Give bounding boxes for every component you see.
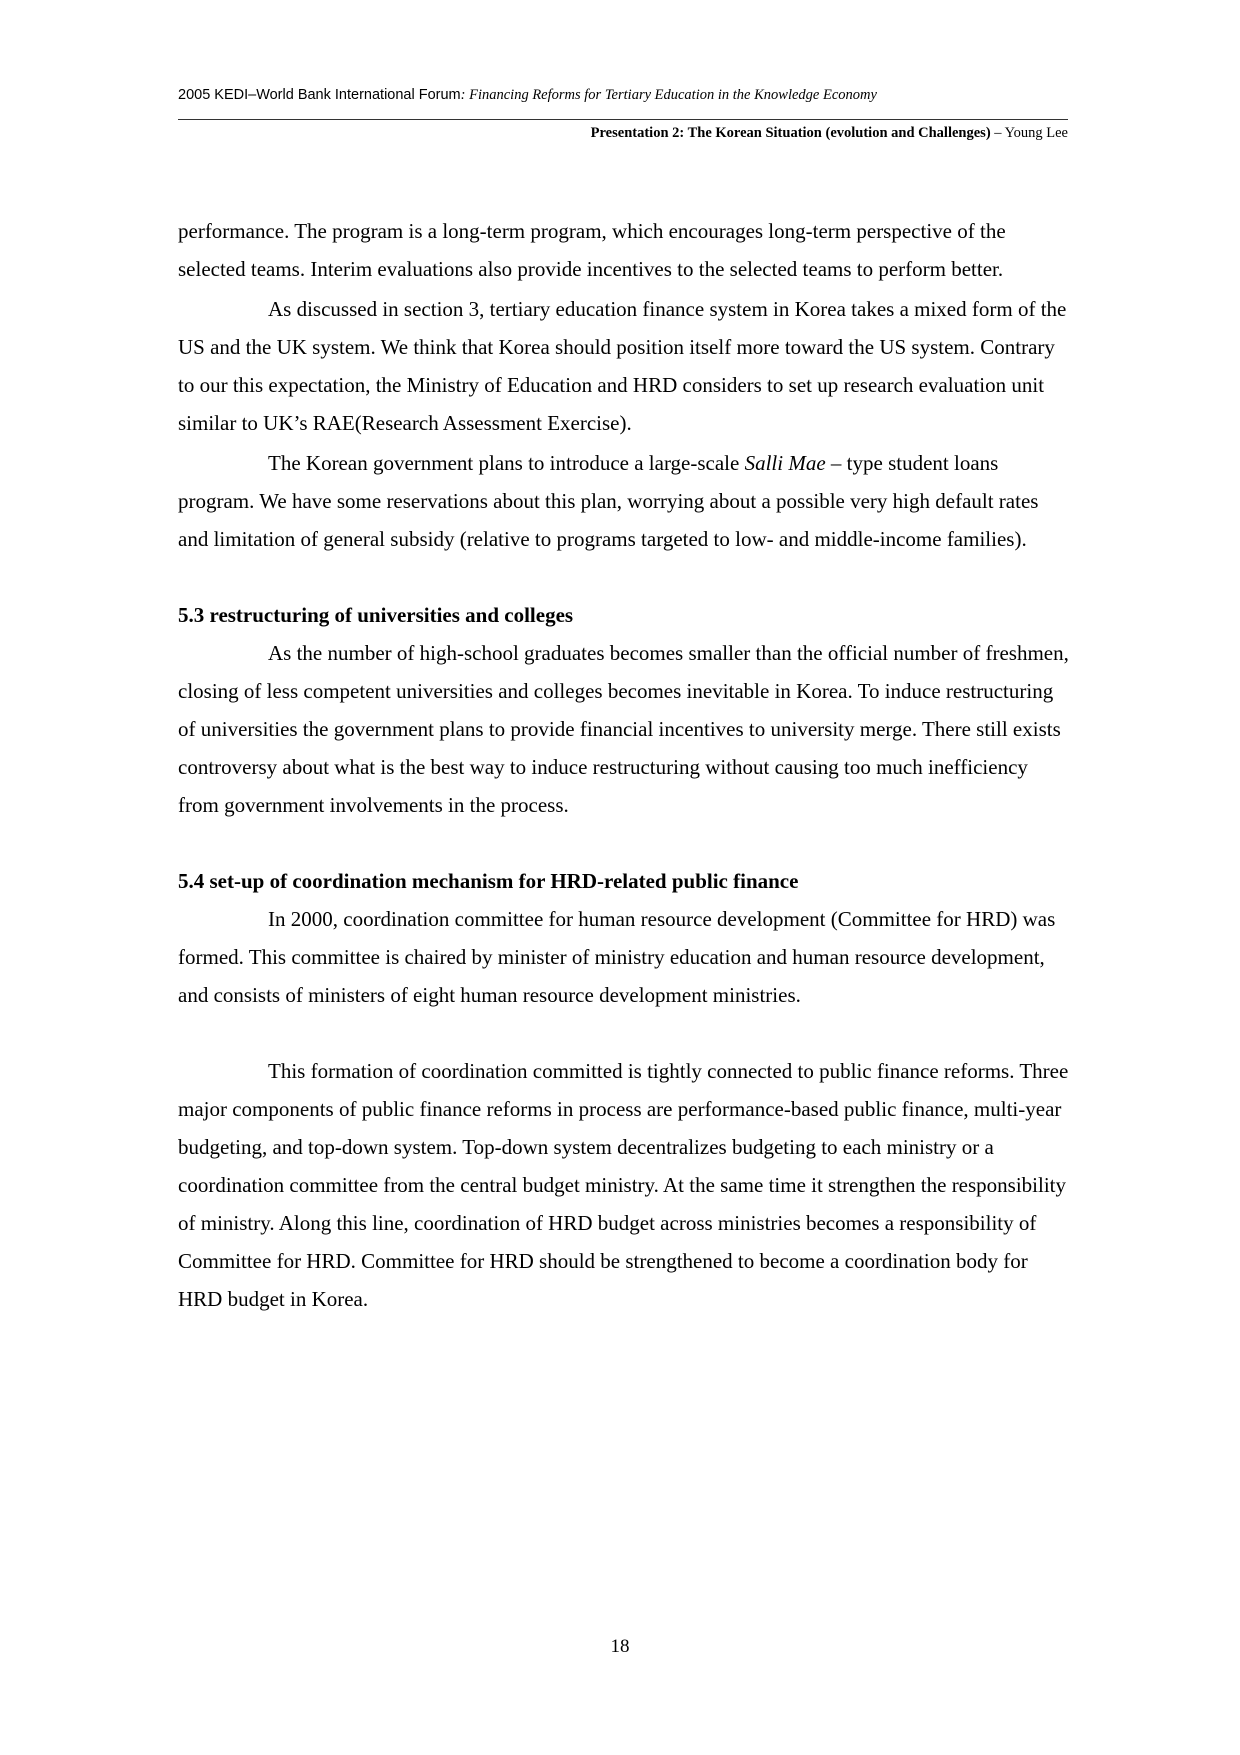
document-body [178, 212, 1070, 1318]
running-header-presentation [591, 125, 1068, 142]
paragraph-committee-hrd: In 2000, coordination committee for human resource development (Committee for HRD) was formed. This committee is chaired by minister of ministry education and human resource development, and consists of ministers of eight human resource development ministries. [178, 907, 1056, 1007]
forum-name: 2005 KEDI–World Bank International Forum [178, 87, 461, 103]
paragraph-continuation: performance. The program is a long-term program, which encourages long-term perspective of the selected teams. Interim evaluations also provide incentives to the selected teams to perform better. [178, 219, 1006, 281]
page-number: 18 [610, 1636, 630, 1657]
header-rule [178, 119, 1068, 120]
text-span: – type student loans program. We have some reservations about this plan, worrying about a possible very high default rates and limitation of general subsidy (relative to programs targeted to low- and middle-income families). [178, 451, 1039, 551]
paragraph-restructuring: As the number of high-school graduates becomes smaller than the official number of freshmen, closing of less competent universities and colleges becomes inevitable in Korea. To induce restructuring of universities the government plans to provide financial incentives to university merge. There still exists controversy about what is the best way to induce restructuring without causing too much inefficiency from government involvements in the process. [178, 641, 1069, 817]
text-span: The Korean government plans to introduce a large-scale [268, 451, 745, 475]
running-header-forum [178, 87, 877, 104]
section-heading-5-3: 5.3 restructuring of universities and colleges [178, 603, 574, 627]
author-name: – Young Lee [990, 125, 1068, 141]
paragraph-public-finance-reforms: This formation of coordination committed is tightly connected to public finance reforms. Three major components of public finance reforms in process are performance-based public finance, multi-year budgeting, and top-down system. Top-down system decentralizes budgeting to each ministry or a coordination committee from the central budget ministry. At the same time it strengthen the responsibility of ministry. Along this line, coordination of HRD budget across ministries becomes a responsibility of Committee for HRD. Committee for HRD should be strengthened to become a coordination body for HRD budget in Korea. [178, 1059, 1069, 1311]
presentation-title: Presentation 2: The Korean Situation (evolution and Challenges) [590, 125, 991, 141]
section-heading-5-4: 5.4 set-up of coordination mechanism for HRD-related public finance [178, 869, 799, 893]
forum-subtitle: : Financing Reforms for Tertiary Education in the Knowledge Economy [460, 87, 877, 103]
paragraph-finance-system: As discussed in section 3, tertiary education finance system in Korea takes a mixed form of the US and the UK system. We think that Korea should position itself more toward the US system. Contrary to our this expectation, the Ministry of Education and HRD considers to set up research evaluation unit similar to UK’s RAE(Research Assessment Exercise). [178, 297, 1067, 435]
salli-mae-italic: Salli Mae [744, 451, 826, 475]
paragraph-student-loans [178, 444, 1070, 558]
